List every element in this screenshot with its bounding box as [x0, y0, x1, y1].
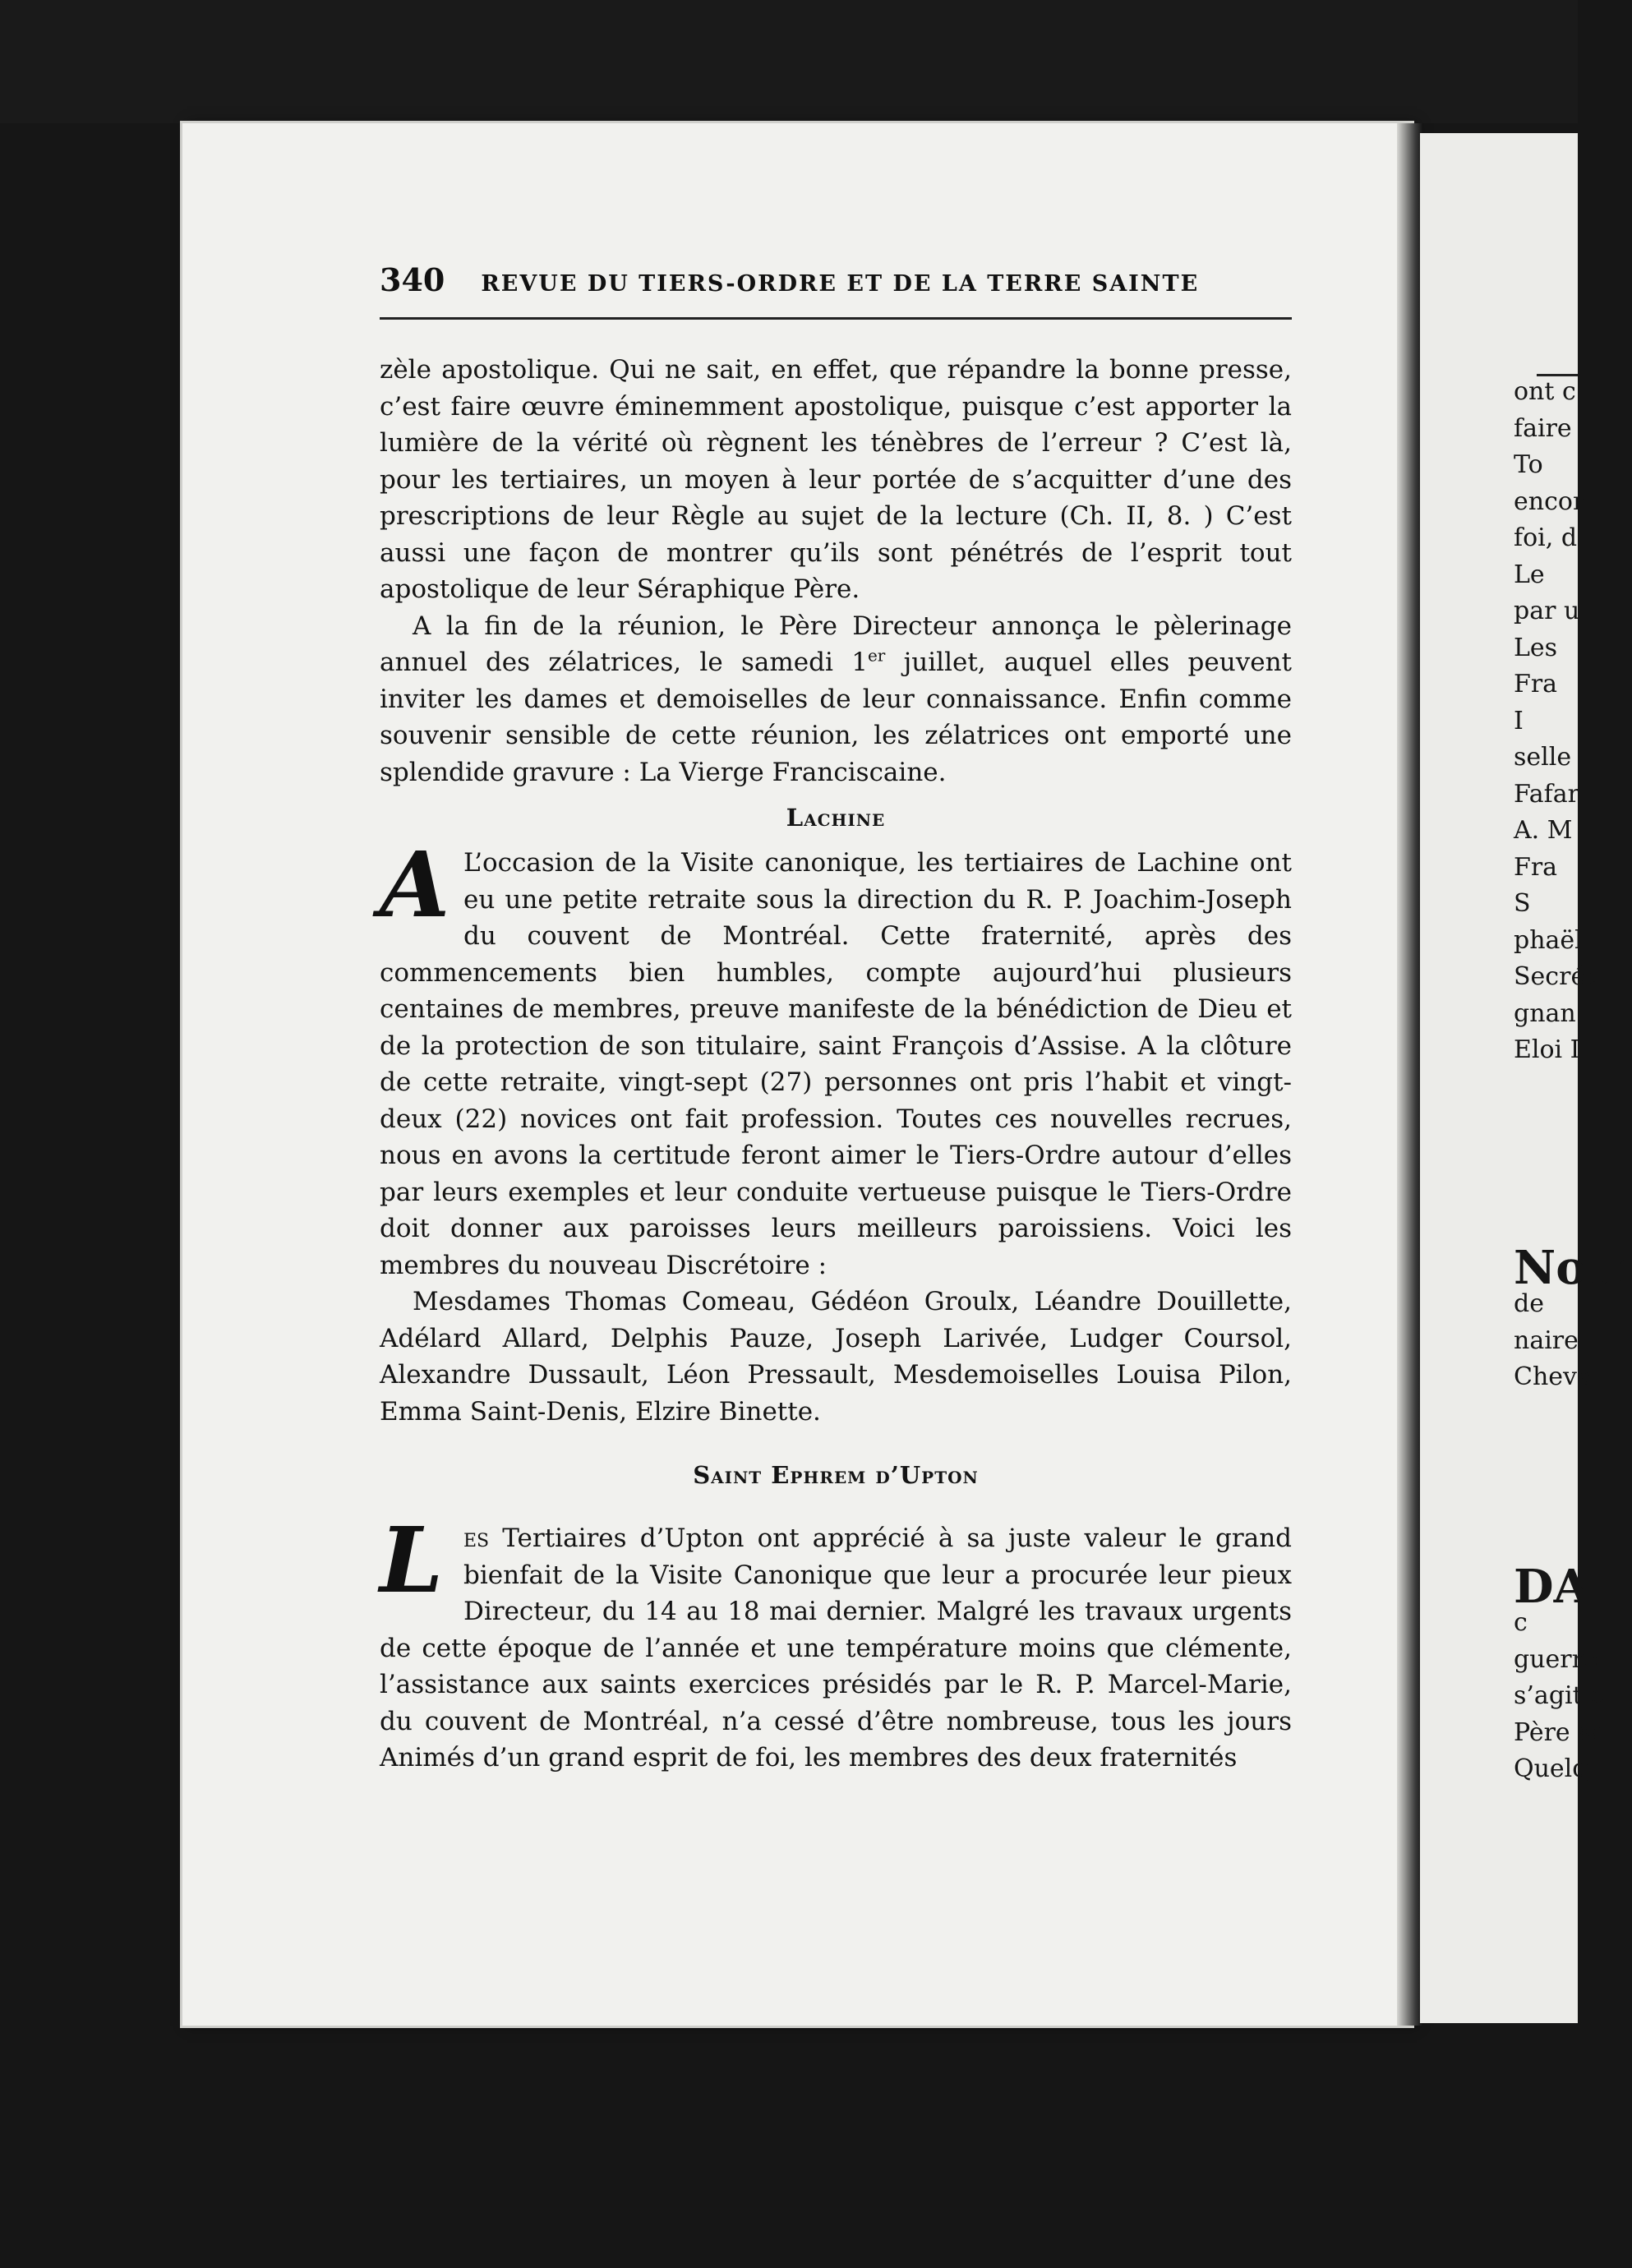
fragment-line: DA: [1514, 1559, 1590, 1614]
lachine-paragraph: [380, 832, 1292, 1284]
fragment-gap: [1514, 1396, 1578, 1569]
fragment-line: Fra: [1514, 670, 1558, 698]
section-title-upton: Saint Ephrem d’Upton: [693, 1461, 979, 1489]
fragment-line: s’agit c: [1514, 1681, 1605, 1710]
page-header: [380, 261, 1292, 304]
lachine-text: L’occasion de la Visite canonique, les tertiaires de Lachine ont eu une petite retraite sous la direction du R. P. Joachim-Joseph du couvent de Montréal. Cette fraternité, après des commencements bien humbles, compte aujourd’hui plusieurs centaines de membres, preuve manifeste de la bénédiction de Dieu et de la protection de son titulaire, saint François d’Assise. A la clôture de cette retraite, vingt-sept (27) personnes ont pris l’habit et vingt-deux (22) novices ont fait profession. Toutes ces nouvelles recrues, nous en avons la certitude feront aimer le Tiers-Ordre autour d’elles par leurs exemples et leur conduite vertueuse puisque le Tiers-Ordre doit donner aux paroisses leurs meilleurs paroissiens. Voici les membres du nouveau Discrétoire :: [380, 848, 1292, 1280]
fragment-line: Eloi I: [1514, 1035, 1580, 1064]
discretoire-members: Mesdames Thomas Comeau, Gédéon Groulx, Léandre Douillette, Adélard Allard, Delphis Pauze, Joseph Larivée, Ludger Coursol, Alexandre Dussault, Léon Pressault, Mesdemoiselles Louisa Pilon, Emma Saint-Denis, Elzire Binette.: [380, 1287, 1292, 1427]
fragment-line: Cheval: [1514, 1362, 1600, 1391]
adjacent-page-fragments: [1514, 374, 1632, 1788]
header-rule: [380, 317, 1292, 320]
fragment-line: Notr: [1514, 1240, 1632, 1295]
fragment-line: Père sa: [1514, 1717, 1606, 1747]
fragment-line: faire: [1514, 413, 1572, 443]
fragment-line: de: [1514, 1289, 1544, 1318]
fragment-line: A. M: [1514, 816, 1573, 845]
text-column: [380, 352, 1292, 1777]
fragment-line: I: [1514, 706, 1524, 735]
upton-text: Tertiaires d’Upton ont apprécié à sa juste valeur le grand bienfait de la Visite Canonique que leur a procurée leur pieux Directeur, du 14 au 18 mai dernier. Malgré les travaux urgents de cette époque de l’année et une température moins que clémente, l’assistance aux saints exercices présidés par le R. P. Marcel-Marie, du couvent de Montréal, n’a cessé d’être nombreuse, tous les jours Animés d’un grand esprit de foi, les membres des deux fraternités: [380, 1524, 1292, 1772]
fragment-line: S: [1514, 889, 1531, 918]
fragment-line: guerre: [1514, 1644, 1598, 1674]
fragment-line: par u: [1514, 597, 1580, 625]
fragment-line: naire: [1514, 1325, 1579, 1355]
fragment-gap: [1514, 1069, 1578, 1250]
fragment-line: Secrét: [1514, 962, 1596, 991]
running-head: REVUE DU TIERS-ORDRE ET DE LA TERRE SAINTE: [481, 271, 1200, 297]
fragment-line: Le: [1514, 560, 1545, 589]
fragment-line: phaël: [1514, 925, 1583, 955]
scanner-background: [0, 0, 1578, 123]
fragment-line: foi, d: [1514, 523, 1578, 552]
fragment-line: Fra: [1514, 852, 1558, 882]
upton-smallcaps-start: es: [463, 1524, 490, 1553]
dropcap-a: A: [380, 832, 450, 938]
fragment-line: ont c: [1514, 377, 1576, 406]
fragment-line: Fafar: [1514, 779, 1579, 809]
fragment-line: gnan: [1514, 998, 1576, 1028]
dropcap-l: L: [380, 1507, 444, 1613]
ordinal-superscript: er: [867, 645, 886, 666]
section-title-lachine: Lachine: [786, 804, 886, 832]
intro-paragraph-2-start: A la fin de la réunion, le Père Directeur annonça le pèlerinage annuel des zélatrices, le samedi 1: [380, 611, 1292, 677]
intro-paragraph-1: zèle apostolique. Qui ne sait, en effet, que répandre la bonne presse, c’est faire œuvre éminemment apostolique, puisque c’est apporter la lumière de la vérité où règnent les ténèbres de l’erreur ? C’est là, pour les tertiaires, un moyen à leur portée de s’acquitter d’une des prescriptions de leur Règle au sujet de la lecture (Ch. II, 8. ) C’est aussi une façon de montrer qu’ils sont pénétrés de l’esprit tout apostolique de leur Séraphique Père.: [380, 355, 1292, 604]
fragment-line: To: [1514, 450, 1543, 479]
fragment-line: c: [1514, 1608, 1528, 1637]
upton-paragraph: [380, 1507, 1292, 1777]
fragment-line: selle: [1514, 743, 1572, 772]
intro-paragraph-2-end: juillet, auquel elles peuvent inviter les dames et demoiselles de leur connaissance. Enfin comme souvenir sensible de cette réunion, les zélatrices ont emporté une splendide gravure : La Vierge Franciscaine.: [380, 648, 1292, 787]
fragment-line: Quelq: [1514, 1754, 1588, 1783]
fragment-line: Les: [1514, 633, 1558, 662]
intro-paragraph-2: [380, 608, 1292, 791]
fragment-line: encor: [1514, 486, 1585, 516]
page-number: 340: [380, 261, 445, 298]
